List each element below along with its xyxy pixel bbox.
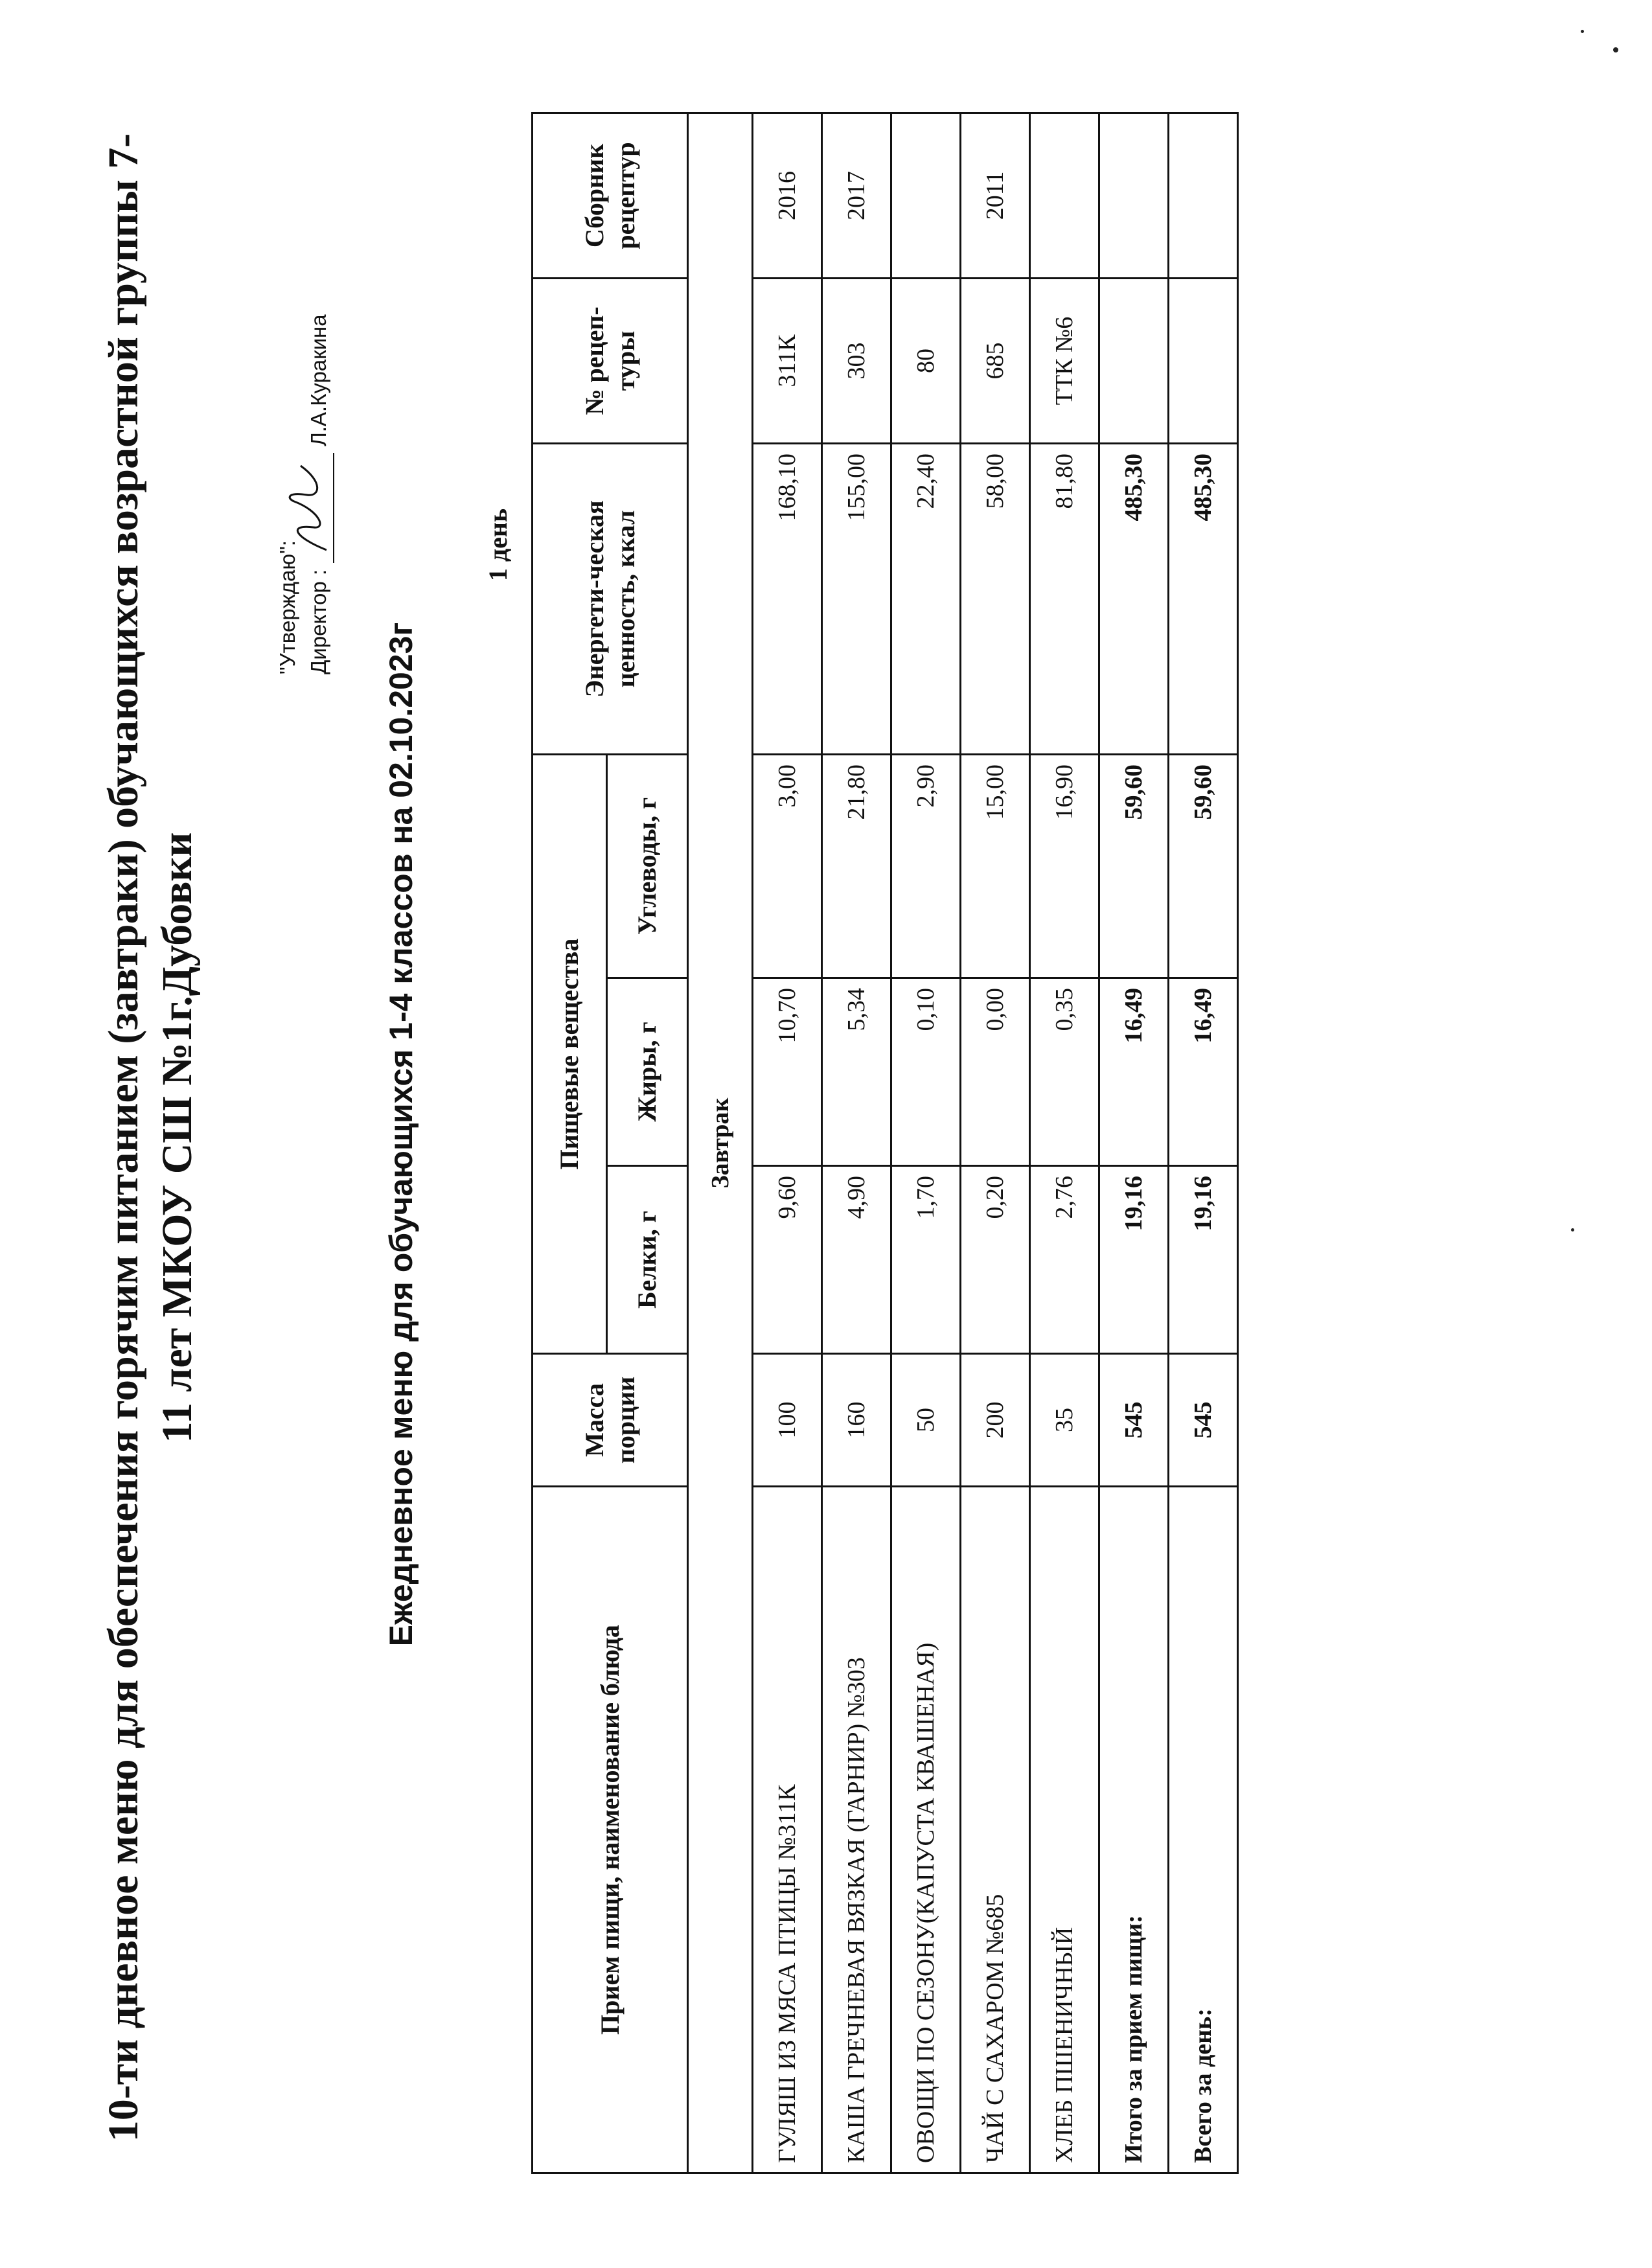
header-recipe-no: № рецеп- туры [533, 278, 688, 443]
cell-name: Всего за день: [1169, 1487, 1238, 2173]
cell-carbs: 59,60 [1169, 754, 1238, 978]
header-fat: Жиры, г [607, 978, 688, 1166]
cell-carbs: 59,60 [1099, 754, 1169, 978]
cell-name: ОВОЩИ ПО СЕЗОНУ(КАПУСТА КВАШЕНАЯ) [891, 1487, 961, 2173]
header-protein: Белки, г [607, 1166, 688, 1354]
meal-total-row [1099, 113, 1169, 2173]
cell-name: Итого за прием пищи: [1099, 1487, 1169, 2173]
cell-energy: 485,30 [1099, 443, 1169, 754]
header-portion: Масса порции [533, 1354, 688, 1487]
scan-speck [1613, 47, 1618, 52]
header-carbs: Углеводы, г [607, 754, 688, 978]
cell-carbs: 15,00 [961, 754, 1030, 978]
table-row [961, 113, 1030, 2173]
title-line-1: 10-ти дневное меню для обеспечения горячим питанием (завтраки) обучающихся возрастной группы 7- [100, 133, 147, 2142]
cell-protein: 0,20 [961, 1166, 1030, 1354]
table-row [891, 113, 961, 2173]
cell-fat: 0,35 [1030, 978, 1099, 1166]
header-nutrients: Пищевые вещества [533, 754, 607, 1353]
director-name: Л.А.Куракина [306, 314, 330, 446]
cell-recipe: 80 [891, 278, 961, 443]
header-energy: Энергети-ческая ценность, ккал [533, 443, 688, 754]
table-row [753, 113, 822, 2173]
cell-protein: 19,16 [1169, 1166, 1238, 1354]
cell-carbs: 16,90 [1030, 754, 1099, 978]
cell-collection: 2011 [961, 113, 1030, 278]
cell-protein: 9,60 [753, 1166, 822, 1354]
cell-carbs: 21,80 [822, 754, 891, 978]
cell-protein: 19,16 [1099, 1166, 1169, 1354]
approval-block [272, 40, 334, 674]
day-label: 1 день [483, 508, 512, 582]
cell-carbs: 2,90 [891, 754, 961, 978]
cell-portion: 35 [1030, 1354, 1099, 1487]
cell-energy: 155,00 [822, 443, 891, 754]
cell-fat: 16,49 [1099, 978, 1169, 1166]
cell-collection [1169, 113, 1238, 278]
cell-name: ЧАЙ С САХАРОМ №685 [961, 1487, 1030, 2173]
cell-energy: 58,00 [961, 443, 1030, 754]
scan-speck [1571, 1228, 1574, 1231]
cell-recipe: ТТК №6 [1030, 278, 1099, 443]
cell-recipe: 303 [822, 278, 891, 443]
cell-protein: 4,90 [822, 1166, 891, 1354]
cell-energy: 168,10 [753, 443, 822, 754]
signature-image [307, 453, 334, 563]
table-row [822, 113, 891, 2173]
menu-table-body [688, 113, 1238, 2173]
cell-recipe: 311К [753, 278, 822, 443]
cell-portion: 50 [891, 1354, 961, 1487]
cell-protein: 1,70 [891, 1166, 961, 1354]
section-breakfast: Завтрак [688, 113, 753, 2173]
cell-fat: 0,00 [961, 978, 1030, 1166]
cell-energy: 485,30 [1169, 443, 1238, 754]
cell-collection [1030, 113, 1099, 278]
table-row [1030, 113, 1099, 2173]
cell-collection [1099, 113, 1169, 278]
cell-protein: 2,76 [1030, 1166, 1099, 1354]
director-signature-row [303, 40, 334, 674]
cell-fat: 16,49 [1169, 978, 1238, 1166]
cell-name: ГУЛЯШ ИЗ МЯСА ПТИЦЫ №311К [753, 1487, 822, 2173]
cell-name: ХЛЕБ ПШЕНИЧНЫЙ [1030, 1487, 1099, 2173]
director-label: Директор : [306, 569, 330, 674]
cell-recipe [1099, 278, 1169, 443]
cell-fat: 0,10 [891, 978, 961, 1166]
cell-recipe [1169, 278, 1238, 443]
cell-portion: 160 [822, 1354, 891, 1487]
day-total-row [1169, 113, 1238, 2173]
cell-name: КАША ГРЕЧНЕВАЯ ВЯЗКАЯ (ГАРНИР) №303 [822, 1487, 891, 2173]
cell-portion: 545 [1099, 1354, 1169, 1487]
cell-energy: 22,40 [891, 443, 961, 754]
cell-carbs: 3,00 [753, 754, 822, 978]
cell-portion: 200 [961, 1354, 1030, 1487]
approved-label: "Утверждаю": [275, 540, 299, 674]
header-meal-name: Прием пищи, наименование блюда [533, 1487, 688, 2173]
cell-portion: 545 [1169, 1354, 1238, 1487]
cell-collection: 2017 [822, 113, 891, 278]
scan-speck [1581, 30, 1584, 33]
cell-collection [891, 113, 961, 278]
cell-energy: 81,80 [1030, 443, 1099, 754]
cell-fat: 5,34 [822, 978, 891, 1166]
cell-collection: 2016 [753, 113, 822, 278]
menu-table [531, 112, 1239, 2174]
title-line-2: 11 лет МКОУ СШ №1г.Дубовки [153, 832, 201, 1443]
cell-portion: 100 [753, 1354, 822, 1487]
cell-fat: 10,70 [753, 978, 822, 1166]
document-title [97, 117, 204, 2158]
menu-subtitle: Ежедневное меню для обучающихся 1-4 классов на 02.10.2023г [383, 622, 419, 1647]
cell-recipe: 685 [961, 278, 1030, 443]
header-collection: Сборник рецептур [533, 113, 688, 278]
